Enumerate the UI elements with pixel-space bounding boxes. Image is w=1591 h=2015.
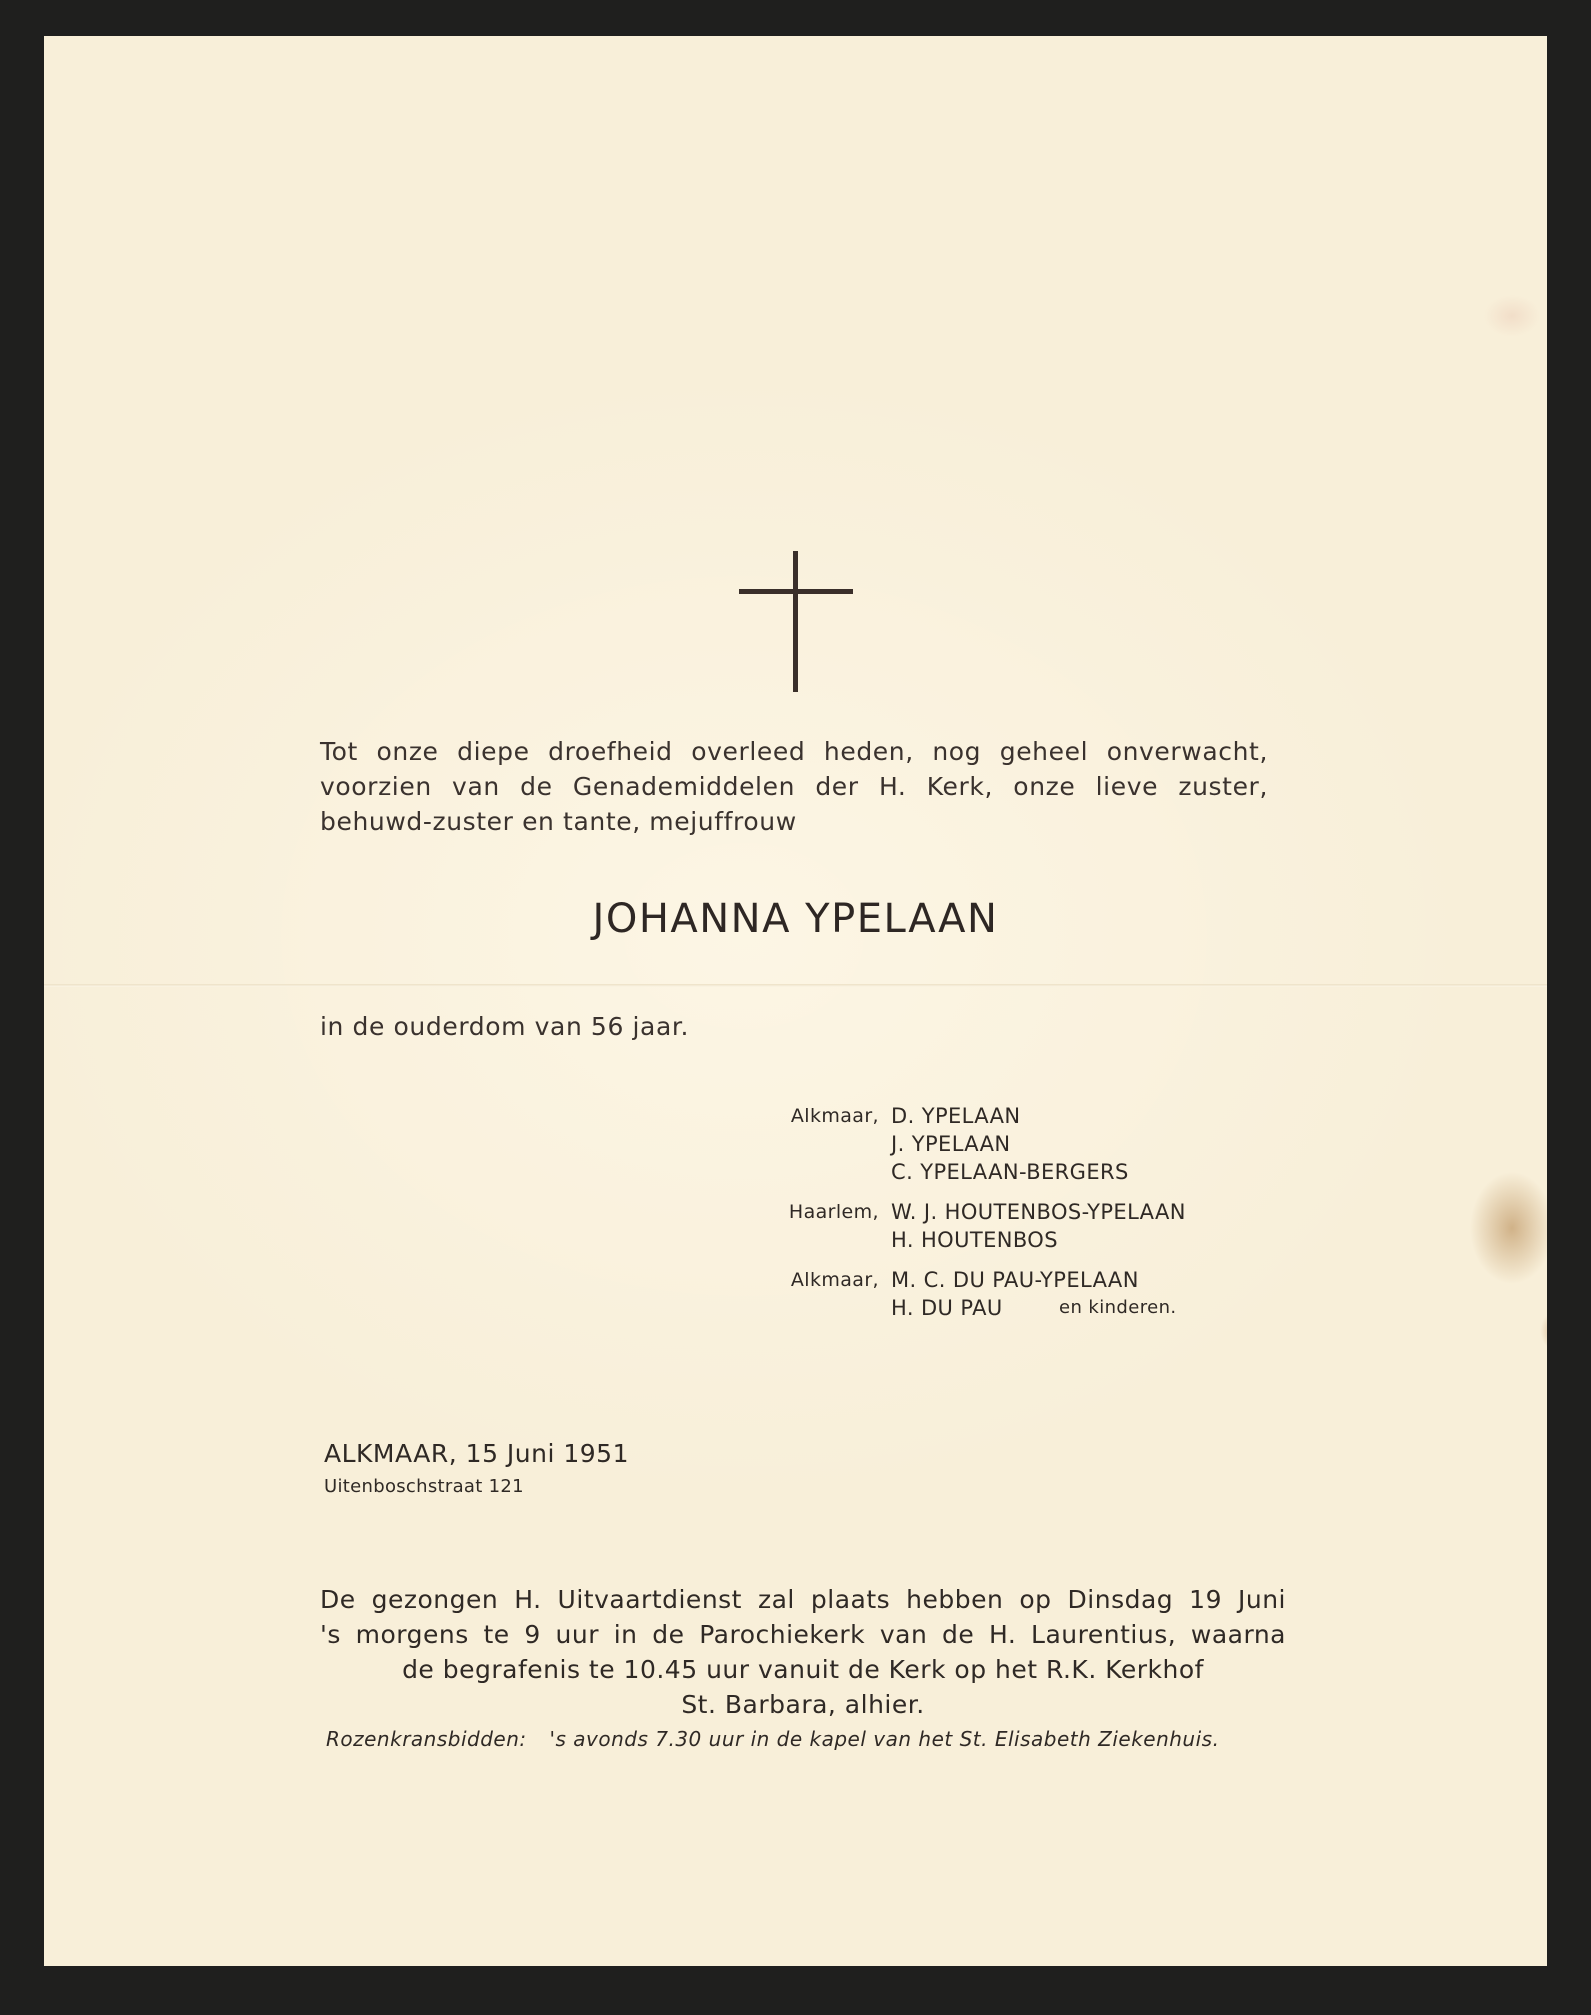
- relative-name: M. C. DU PAU-YPELAAN: [891, 1268, 1139, 1292]
- service-line: St. Barbara, alhier.: [681, 1690, 925, 1719]
- intro-line: behuwd-zuster en tante, mejuffrouw: [320, 807, 797, 836]
- relative-city: Alkmaar,: [790, 1269, 879, 1291]
- address: Uitenboschstraat 121: [324, 1476, 524, 1497]
- deceased-name: JOHANNA YPELAAN: [592, 896, 999, 942]
- relative-name: W. J. HOUTENBOS-YPELAAN: [891, 1200, 1186, 1224]
- rosary-text: 's avonds 7.30 uur in de kapel van het St. Elisabeth Ziekenhuis.: [549, 1727, 1220, 1751]
- relative-group: [771, 1198, 1291, 1254]
- relative-name: C. YPELAAN-BERGERS: [891, 1160, 1129, 1184]
- relative-name: D. YPELAAN: [891, 1104, 1021, 1128]
- intro-line: Tot onze diepe droefheid overleed heden, nog geheel onverwacht,: [320, 737, 1268, 766]
- relative-name: H. HOUTENBOS: [891, 1228, 1058, 1252]
- paper-fold: [44, 984, 1547, 987]
- cross-vertical-bar: [793, 551, 798, 692]
- relative-name: H. DU PAU: [891, 1296, 1003, 1320]
- service-line: De gezongen H. Uitvaartdienst zal plaats hebben op Dinsdag 19 Juni: [320, 1585, 1286, 1614]
- cross-horizontal-bar: [739, 589, 853, 594]
- service-line: 's morgens te 9 uur in de Parochiekerk van de H. Laurentius, waarna: [320, 1620, 1286, 1649]
- relative-suffix: en kinderen.: [1059, 1297, 1177, 1318]
- relative-city: Alkmaar,: [790, 1105, 879, 1127]
- rosary-label: Rozenkransbidden:: [326, 1727, 527, 1751]
- relative-group: [771, 1102, 1291, 1186]
- intro-text: [320, 734, 1268, 839]
- relative-name: J. YPELAAN: [891, 1132, 1011, 1156]
- funeral-service-text: [320, 1582, 1286, 1722]
- relatives-list: [771, 1102, 1291, 1334]
- rosary-line: [326, 1727, 1286, 1751]
- age-line: in de ouderdom van 56 jaar.: [320, 1012, 690, 1041]
- place-date: ALKMAAR, 15 Juni 1951: [324, 1439, 629, 1468]
- service-line: de begrafenis te 10.45 uur vanuit de Kerk op het R.K. Kerkhof: [402, 1655, 1204, 1684]
- relative-city: Haarlem,: [788, 1201, 879, 1223]
- intro-line: voorzien van de Genademiddelen der H. Kerk, onze lieve zuster,: [320, 772, 1268, 801]
- mourning-card: [44, 36, 1547, 1966]
- relative-group: [771, 1266, 1291, 1322]
